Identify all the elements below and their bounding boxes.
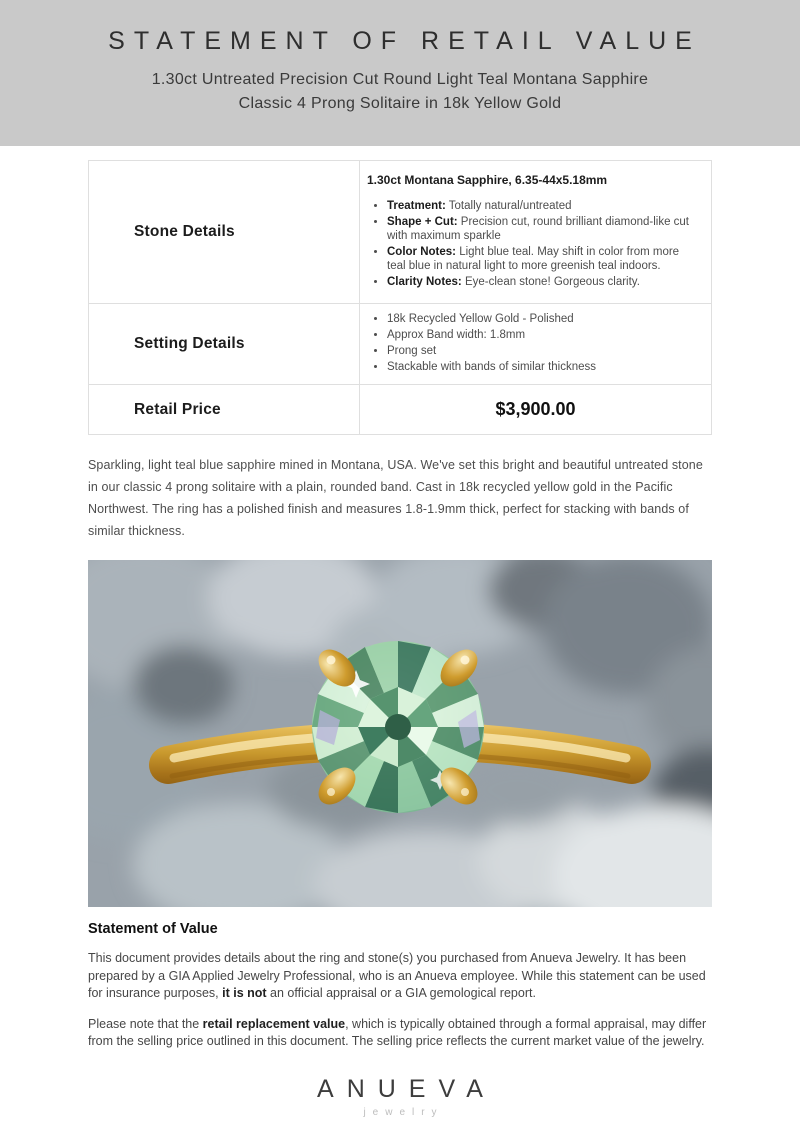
table-row-setting-details <box>89 304 712 385</box>
stone-details-label: Stone Details <box>89 161 360 304</box>
setting-bullet-list <box>367 312 697 374</box>
emphasis-it-is-not: it is not <box>222 986 267 1000</box>
subtitle-line-1: 1.30ct Untreated Precision Cut Round Light Teal Montana Sapphire <box>151 71 649 88</box>
logo-tagline: jewelry <box>363 1106 444 1118</box>
stone-bullet-treatment: • Treatment: Totally natural/untreated <box>387 199 697 213</box>
setting-bullet-band-width: • Approx Band width: 1.8mm <box>387 328 697 342</box>
document-header <box>0 0 800 146</box>
stone-bullet-list <box>367 199 697 289</box>
logo-wordmark: ANUEVA <box>317 1074 496 1103</box>
table-row-retail-price <box>89 385 712 435</box>
stone-bullet-clarity-notes: • Clarity Notes: Eye-clean stone! Gorgeous clarity. <box>387 275 697 289</box>
statement-paragraph-1: This document provides details about the ring and stone(s) you purchased from Anueva Jewelry. It has been prepared by a GIA Applied Jewelry Professional, who is an Anueva employee. While this statement can be used for insurance purposes, it is not an official appraisal or a GIA gemological report. <box>88 951 706 1000</box>
stone-heading: 1.30ct Montana Sapphire, 6.35-44x5.18mm <box>367 173 608 187</box>
anueva-logo <box>88 1075 712 1134</box>
table-row-stone-details <box>89 161 712 304</box>
setting-bullet-prong-set: • Prong set <box>387 344 697 358</box>
ring-photo <box>88 560 712 907</box>
stone-details-content <box>360 161 712 304</box>
statement-of-value-heading: Statement of Value <box>88 921 218 937</box>
retail-price-label: Retail Price <box>89 385 360 435</box>
details-table <box>88 160 712 435</box>
setting-details-content <box>360 304 712 385</box>
document-body <box>88 160 712 1134</box>
setting-details-label: Setting Details <box>89 304 360 385</box>
stone-bullet-color-notes: • Color Notes: Light blue teal. May shift in color from more teal blue in natural light to more greenish teal indoors. <box>387 245 697 273</box>
emphasis-retail-replacement-value: retail replacement value <box>202 1016 346 1031</box>
page-title: STATEMENT OF RETAIL VALUE <box>108 27 701 55</box>
product-description: Sparkling, light teal blue sapphire mined in Montana, USA. We've set this bright and beautiful untreated stone in our classic 4 prong solitaire with a plain, rounded band. Cast in 18k recycled yellow gold in the Pacific Northwest. The ring has a polished finish and measures 1.8-1.9mm thick, perfect for stacking with bands of similar thickness. <box>88 458 703 538</box>
ring-photo-illustration <box>88 560 712 907</box>
page-subtitle <box>0 68 800 116</box>
stone-bullet-shape-cut: • Shape + Cut: Precision cut, round brilliant diamond-like cut with maximum sparkle <box>387 215 697 243</box>
subtitle-line-2: Classic 4 Prong Solitaire in 18k Yellow Gold <box>238 95 562 112</box>
statement-paragraph-2: Please note that the retail replacement value, which is typically obtained through a formal appraisal, may differ from the selling price outlined in this document. The selling price reflects the current market value of the jewelry. <box>88 1016 707 1048</box>
setting-bullet-stackable: • Stackable with bands of similar thickness <box>387 360 697 374</box>
setting-bullet-metal: • 18k Recycled Yellow Gold - Polished <box>387 312 697 326</box>
retail-price-value: $3,900.00 <box>360 385 712 435</box>
